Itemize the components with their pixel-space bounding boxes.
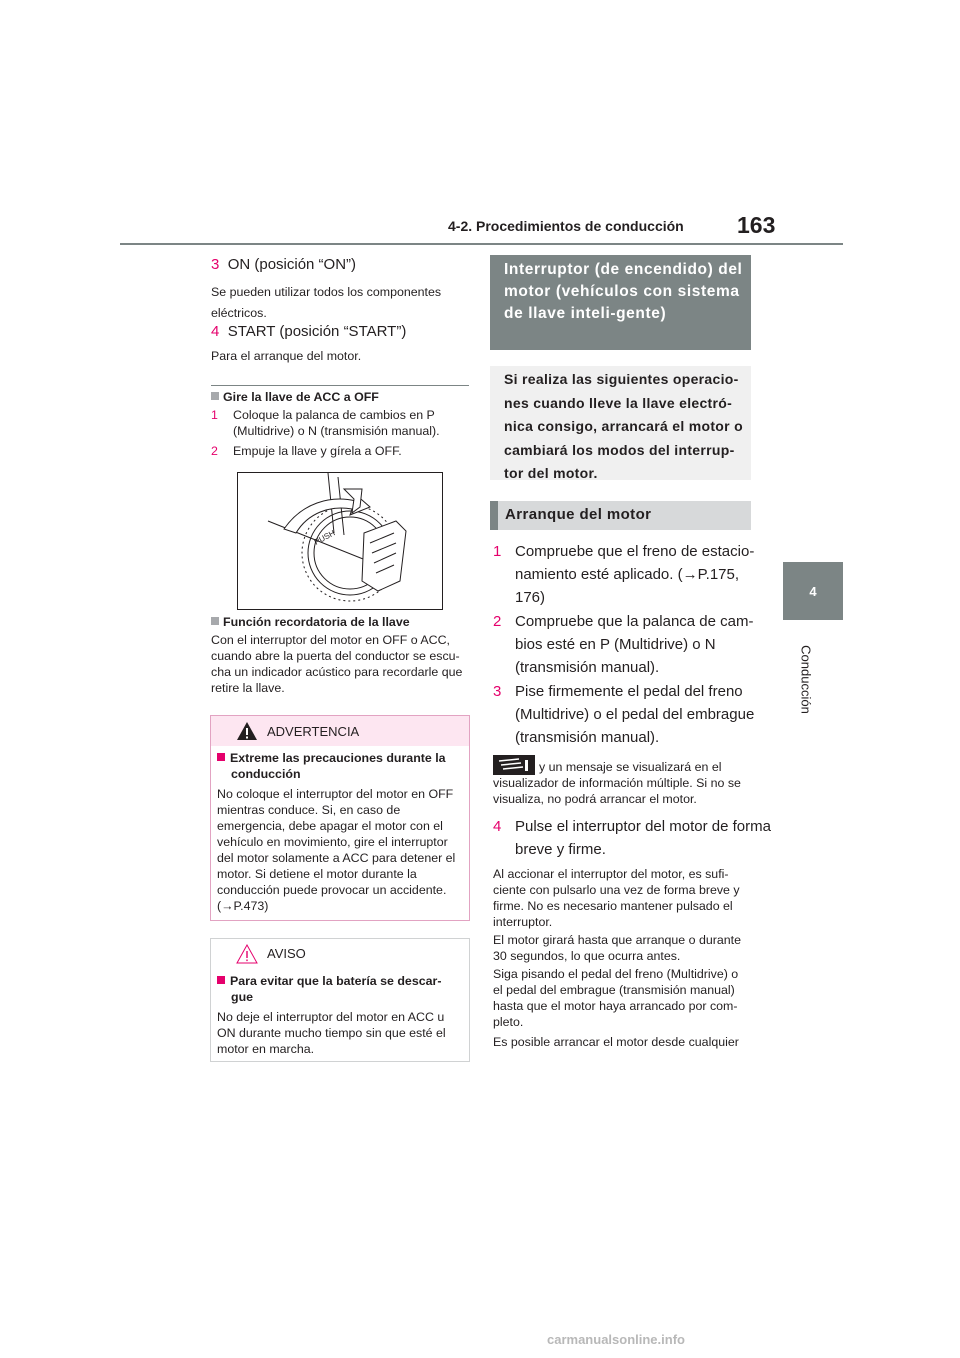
step-3-text: Se pueden utilizar todos los componentes eléctricos. <box>211 285 442 320</box>
reminder-heading-text: Función recordatoria de la llave <box>223 615 410 629</box>
divider <box>211 385 469 386</box>
square-bullet-icon <box>217 753 225 761</box>
warning-header <box>211 716 469 746</box>
start-step-1-number: 1 <box>493 543 502 560</box>
intro-text: Si realiza las siguientes operacio-nes cuando lleve la llave electró-nica consigo, arrancará el motor o cambiará los modos del interrup-tor del motor. <box>504 371 743 481</box>
step-4-number: 4 <box>211 323 220 340</box>
page-number: 163 <box>737 212 776 238</box>
warning-heading <box>217 750 461 782</box>
warning-text: No coloque el interruptor del motor en OFF mientras conduce. Si, en caso de emergencia, debe apagar el motor con el vehículo en movimiento, gire el interruptor del motor solamente a ACC para detener el motor. Si detiene el motor durante la conducción puede provocar un accidente. (→P.473) <box>217 787 456 913</box>
step-3-title: ON (posición “ON”) <box>227 256 357 273</box>
square-bullet-icon <box>211 617 219 625</box>
start-step-4 <box>493 815 773 861</box>
indicator-text: y un mensaje se visualizará en el visualizador de información múltiple. Si no se visualiza, no podrá arrancar el motor. <box>493 760 741 806</box>
acc-off-heading <box>211 389 379 405</box>
step-4-title: START (posición “START”) <box>227 323 407 340</box>
start-step-3-number: 3 <box>493 683 502 700</box>
acc-step-2-number: 2 <box>211 444 218 458</box>
start-step-3 <box>493 680 773 749</box>
acc-step-2-text: Empuje la llave y gírela a OFF. <box>233 444 402 458</box>
start-step-1-text: Compruebe que el freno de estacio-namiento esté aplicado. (→P.175, 176) <box>515 543 755 606</box>
key-illustration <box>237 472 443 610</box>
ignition-key-drawing <box>238 473 442 609</box>
header-rule <box>120 243 843 245</box>
subsection-title: Arranque del motor <box>505 506 652 523</box>
chapter-tab: 4 <box>783 562 843 620</box>
acc-step-2 <box>211 443 487 459</box>
acc-step-1 <box>211 407 487 439</box>
start-step-1 <box>493 540 773 609</box>
paragraph-2: El motor girará hasta que arranque o durante 30 segundos, lo que ocurra antes. <box>493 933 741 963</box>
step-3 <box>211 254 356 276</box>
start-step-2 <box>493 610 773 679</box>
warning-heading-text: Extreme las precauciones durante la conducción <box>230 751 446 781</box>
reminder-text: Con el interruptor del motor en OFF o ACC, cuando abre la puerta del conductor se escu-cha un indicador acústico para recordarle que retire la llave. <box>211 633 463 695</box>
notice-text: No deje el interruptor del motor en ACC u ON durante mucho tiempo sin que esté el motor en marcha. <box>217 1010 446 1056</box>
paragraph-3: Siga pisando el pedal del freno (Multidrive) o el pedal del embrague (transmisión manual) hasta que el motor haya arrancado por com-pleto. <box>493 967 739 1029</box>
caution-icon <box>236 944 258 964</box>
notice-box <box>210 938 470 1062</box>
step-4 <box>211 321 406 343</box>
notice-heading <box>217 973 461 1005</box>
step-4-text: Para el arranque del motor. <box>211 349 362 363</box>
warning-title: ADVERTENCIA <box>267 724 360 739</box>
acc-step-1-number: 1 <box>211 408 218 422</box>
chapter-label-text: Conducción <box>798 645 814 714</box>
step-3-number: 3 <box>211 256 220 273</box>
acc-step-1-text: Coloque la palanca de cambios en P (Multidrive) o N (transmisión manual). <box>233 408 440 438</box>
square-bullet-icon <box>211 392 219 400</box>
reminder-heading <box>211 614 410 630</box>
warning-icon <box>236 721 258 741</box>
warning-box <box>210 715 470 921</box>
push-label: PUSH <box>312 528 337 547</box>
notice-heading-text: Para evitar que la batería se descar-gue <box>230 974 442 1004</box>
watermark: carmanualsonline.info <box>547 1332 685 1347</box>
start-step-2-text: Compruebe que la palanca de cam-bios esté en P (Multidrive) o N (transmisión manual). <box>515 613 754 676</box>
square-bullet-icon <box>217 976 225 984</box>
paragraph-1: Al accionar el interruptor del motor, es sufi-ciente con pulsarlo una vez de forma breve y firme. No es necesario mantener pulsado el interruptor. <box>493 867 740 929</box>
start-step-2-number: 2 <box>493 613 502 630</box>
notice-title: AVISO <box>267 946 306 961</box>
start-step-4-number: 4 <box>493 818 502 835</box>
start-step-4-text: Pulse el interruptor del motor de forma breve y firme. <box>515 818 771 858</box>
acc-off-heading-text: Gire la llave de ACC a OFF <box>223 390 379 404</box>
start-step-3-text: Pise firmemente el pedal del freno (Multidrive) o el pedal del embrague (transmisión manual). <box>515 683 755 746</box>
paragraph-4: Es posible arrancar el motor desde cualquier <box>493 1035 739 1049</box>
section-header: 4-2. Procedimientos de conducción <box>448 218 684 234</box>
section-title: Interruptor (de encendido) del motor (vehículos con sistema de llave inteli-gente) <box>504 261 743 322</box>
